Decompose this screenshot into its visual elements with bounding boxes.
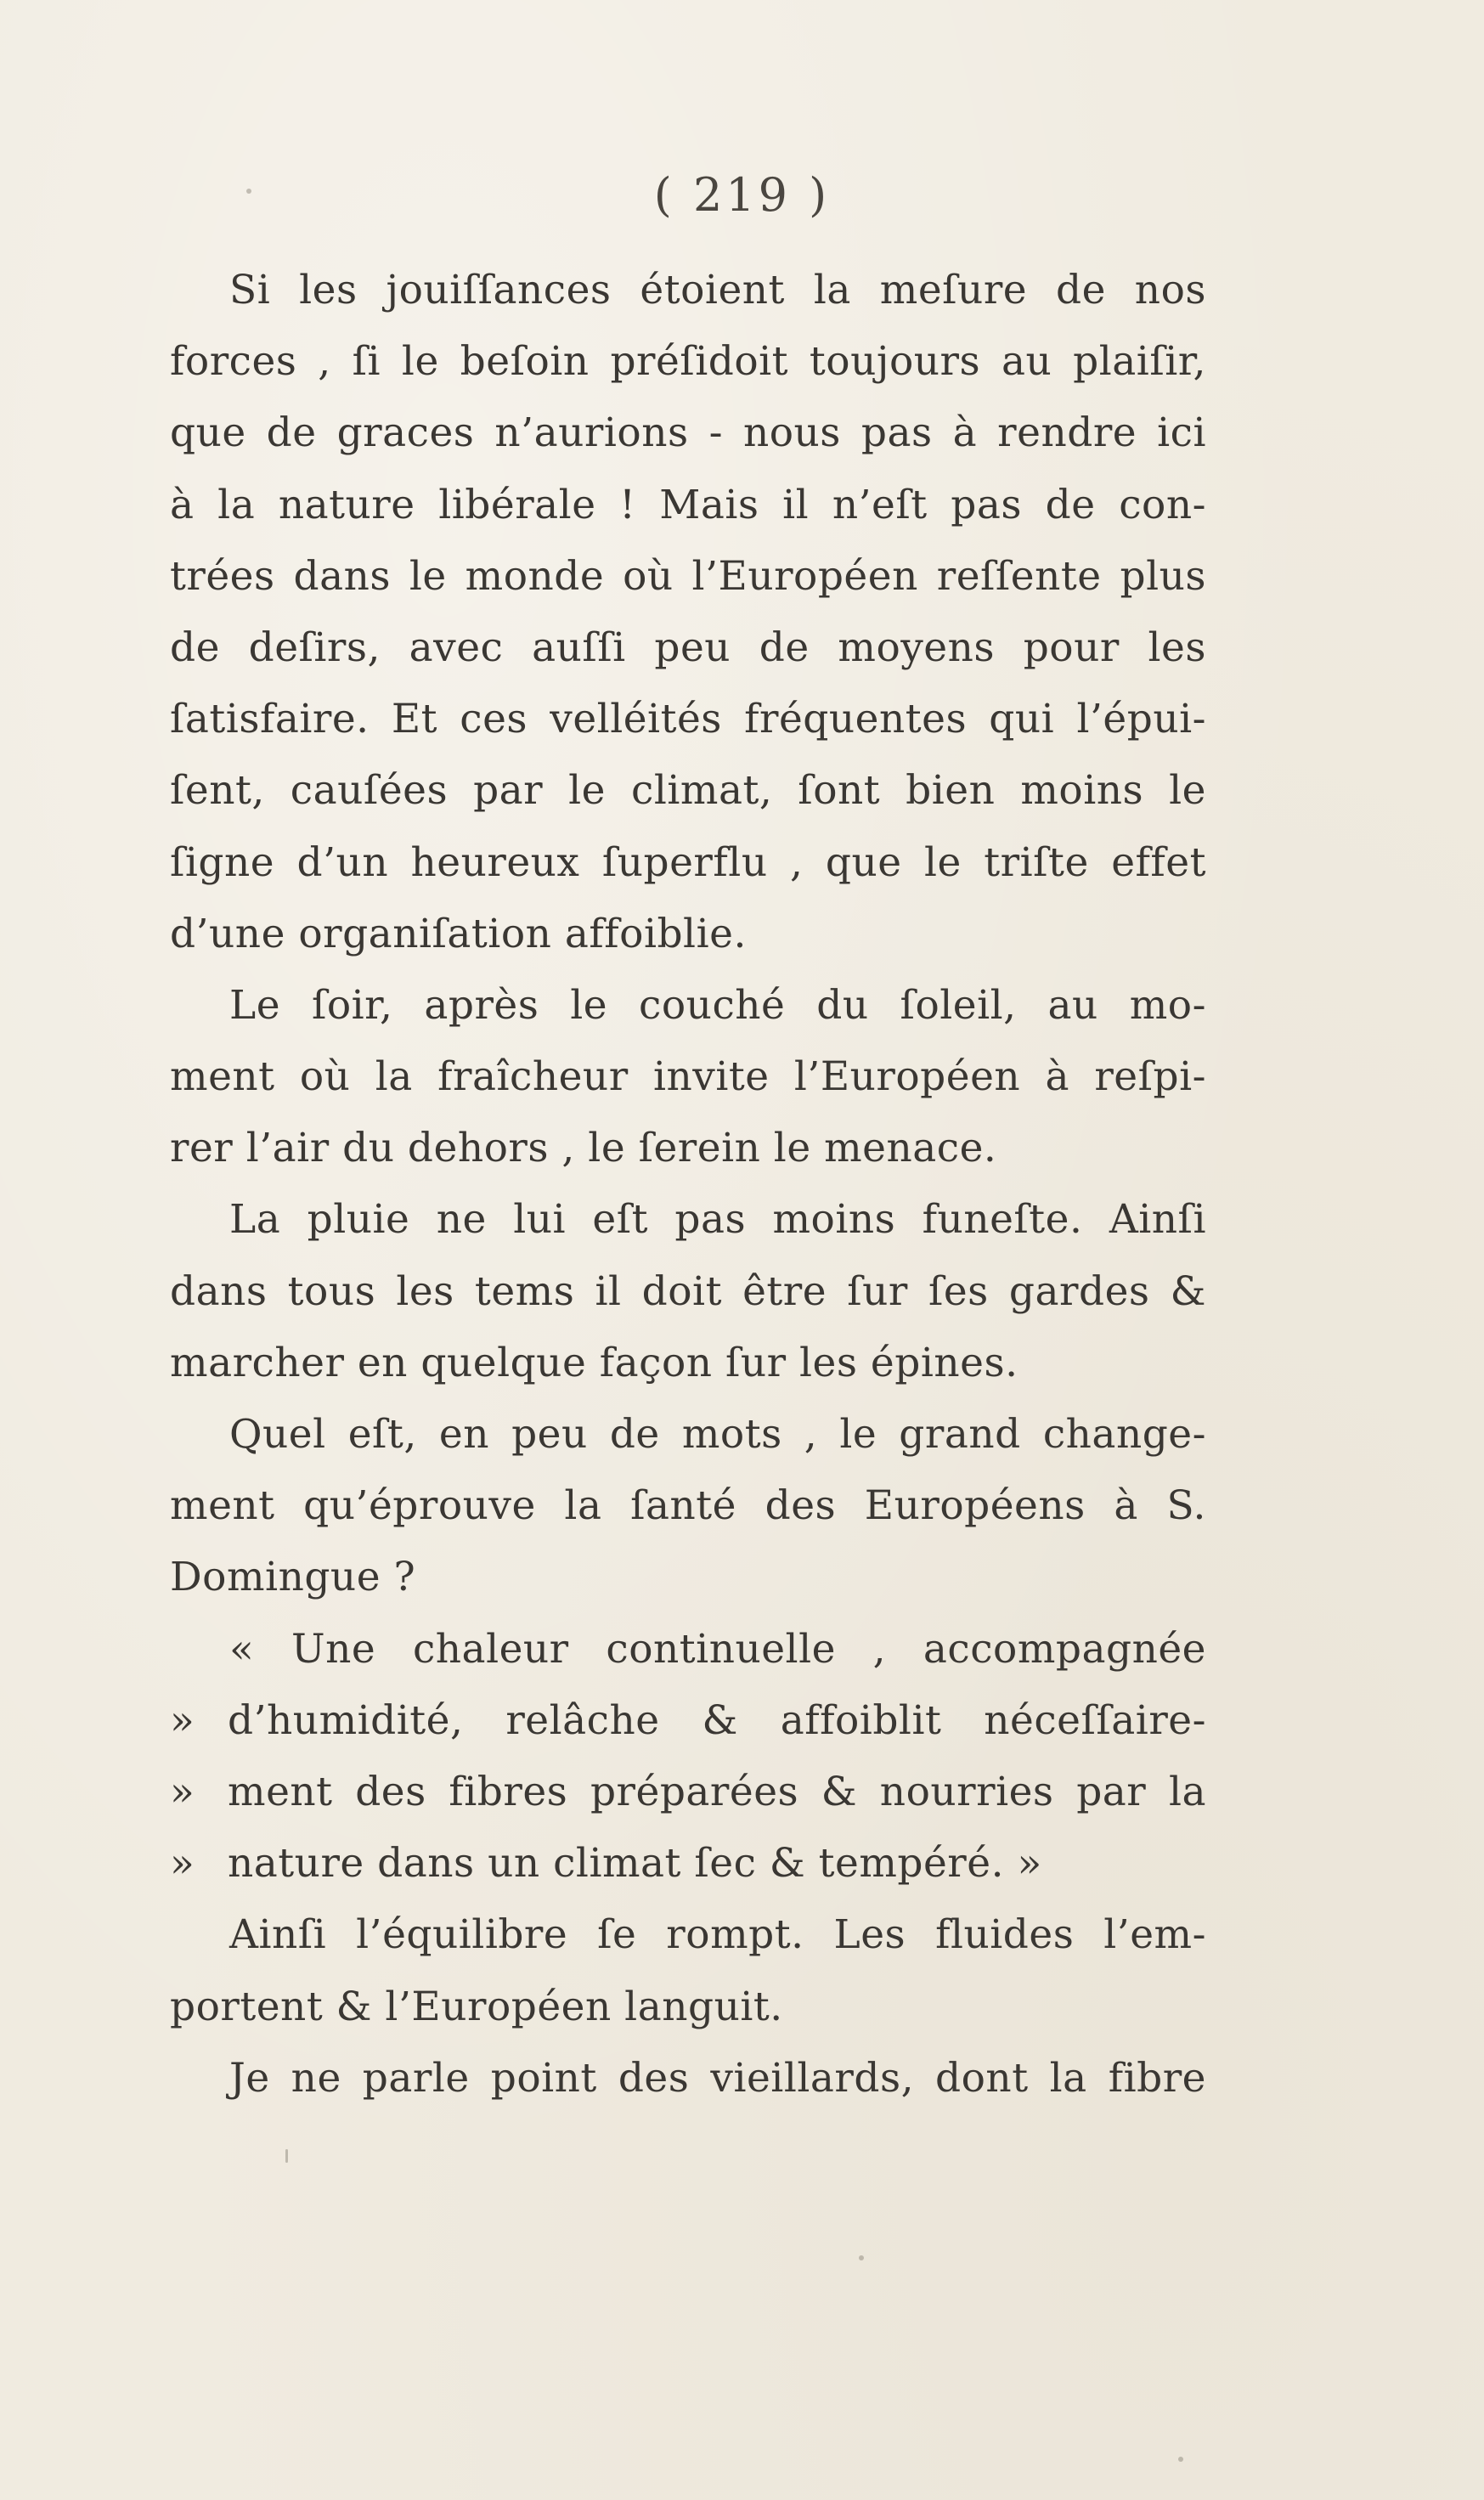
page-number: ( 219 ) (653, 168, 831, 222)
text-line: forces , ſi le beſoin préſidoit toujours au plaiſir, (170, 338, 1206, 386)
text-line-content: d’humidité, relâche & affoiblit néceſſaire- (228, 1696, 1206, 1744)
paper-speck (859, 2255, 864, 2260)
text-line: Le ſoir, après le couché du ſoleil, au mo- (229, 981, 1206, 1029)
text-line: rer l’air du dehors , le ſerein le menace. (170, 1125, 997, 1172)
paper-speck (246, 189, 251, 194)
text-line-content: ment des fibres préparées & nourries par la (228, 1768, 1206, 1815)
text-line: ment où la fraîcheur invite l’Européen à reſpi- (170, 1053, 1206, 1101)
text-line (170, 1757, 1206, 1828)
text-line: de deſirs, avec auſſi peu de moyens pour les (170, 624, 1206, 671)
text-line: d’une organiſation affoiblie. (170, 910, 747, 957)
text-line: ſigne d’un heureux ſuperflu , que le triſte effet (170, 838, 1206, 886)
text-line: Ainſi l’équilibre ſe rompt. Les fluides l’em- (229, 1911, 1206, 1959)
text-line: ſent, cauſées par le climat, ſont bien moins le (170, 767, 1206, 815)
text-line: Si les jouiſſances étoient la meſure de nos (229, 267, 1206, 313)
quote-mark: » (170, 1768, 195, 1815)
quote-mark: » (170, 1840, 195, 1888)
paper-speck (285, 2149, 288, 2163)
text-line (170, 1828, 1206, 1899)
quote-mark: » (170, 1696, 195, 1744)
text-line (170, 1685, 1206, 1757)
text-line: La pluie ne lui eſt pas moins funeſte. Ainſi (229, 1196, 1206, 1244)
text-line-content: nature dans un climat ſec & tempéré. » (228, 1840, 1042, 1888)
text-line: Quel eſt, en peu de mots , le grand change- (229, 1411, 1206, 1458)
text-line: dans tous les tems il doit être ſur ſes gardes & (170, 1267, 1206, 1315)
paper-speck (1178, 2457, 1183, 2462)
text-line: « Une chaleur continuelle , accompagnée (229, 1625, 1206, 1673)
page-body (170, 255, 1206, 2114)
text-line: marcher en quelque façon ſur les épines. (170, 1339, 1018, 1386)
text-line: que de graces n’aurions - nous pas à rendre ici (170, 409, 1206, 457)
text-line: à la nature libérale ! Mais il n’eſt pas de con- (170, 481, 1206, 528)
text-line: trées dans le monde où l’Européen reſſente plus (170, 552, 1206, 600)
text-line: Domingue ? (170, 1554, 416, 1601)
text-line: ment qu’éprouve la ſanté des Européens à S. (170, 1482, 1206, 1530)
text-line: portent & l’Européen languit. (170, 1983, 783, 2030)
text-line: Je ne parle point des vieillards, dont la fibre (229, 2054, 1206, 2102)
text-line: ſatisfaire. Et ces velléités fréquentes qui l’épui- (170, 696, 1206, 743)
